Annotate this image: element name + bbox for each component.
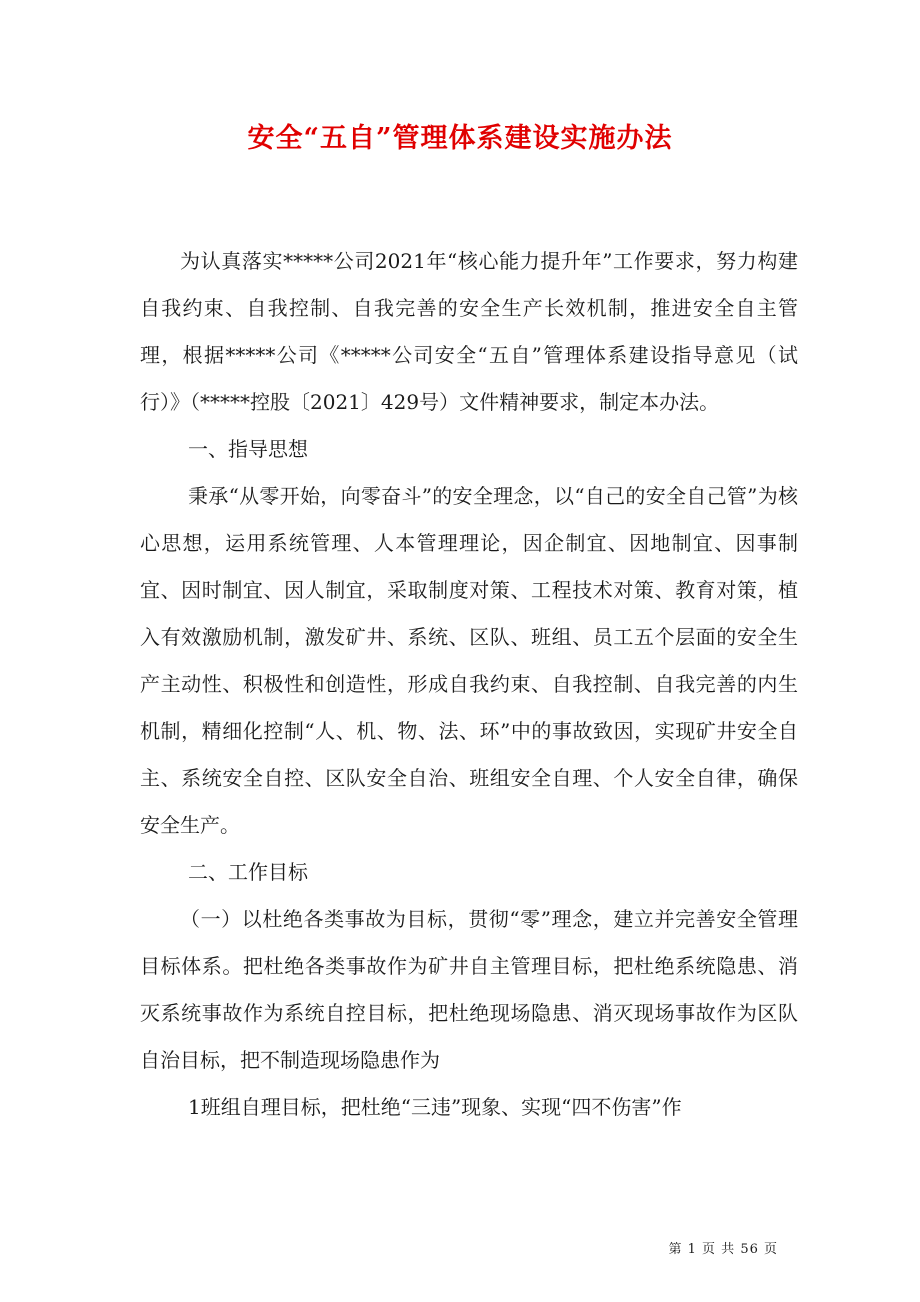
page-footer: [0, 1238, 920, 1258]
section-heading-work-goals: 二、工作目标: [188, 860, 308, 884]
page-number: 第 1 页 共 56 页: [668, 1242, 778, 1257]
paragraph-guiding-ideology: 秉承“从零开始，向零奋斗”的安全理念，以“自己的安全自己管”为核心思想，运用系统管理、人本管理理论，因企制宜、因地制宜、因事制宜、因时制宜、因人制宜，采取制度对策、工程技术对策、教育对策，植入有效激励机制，激发矿井、系统、区队、班组、员工五个层面的安全生产主动性、积极性和创造性，形成自我约束、自我控制、自我完善的内生机制，精细化控制“人、机、物、法、环”中的事故致因，实现矿井安全自主、系统安全自控、区队安全自治、班组安全自理、个人安全自律，确保安全生产。: [140, 484, 798, 837]
document-title: 安全“五自”管理体系建设实施办法: [247, 123, 673, 154]
paragraph-work-goals-continued: 1班组自理目标，把杜绝“三违”现象、实现“四不伤害”作: [188, 1095, 682, 1119]
section-heading-guiding-ideology: 一、指导思想: [188, 437, 308, 461]
document-body: [140, 238, 798, 1131]
paragraph-intro: 为认真落实*****公司2021年“核心能力提升年”工作要求，努力构建自我约束、自我控制、自我完善的安全生产长效机制，推进安全自主管理，根据*****公司《*****公司安全“五自”管理体系建设指导意见（试行）》（*****控股〔2021〕429号）文件精神要求，制定本办法。: [140, 249, 798, 414]
paragraph-work-goals-1: （一）以杜绝各类事故为目标，贯彻“零”理念，建立并完善安全管理目标体系。把杜绝各类事故作为矿井自主管理目标，把杜绝系统隐患、消灭系统事故作为系统自控目标，把杜绝现场隐患、消灭现场事故作为区队自治目标，把不制造现场隐患作为: [140, 907, 798, 1072]
